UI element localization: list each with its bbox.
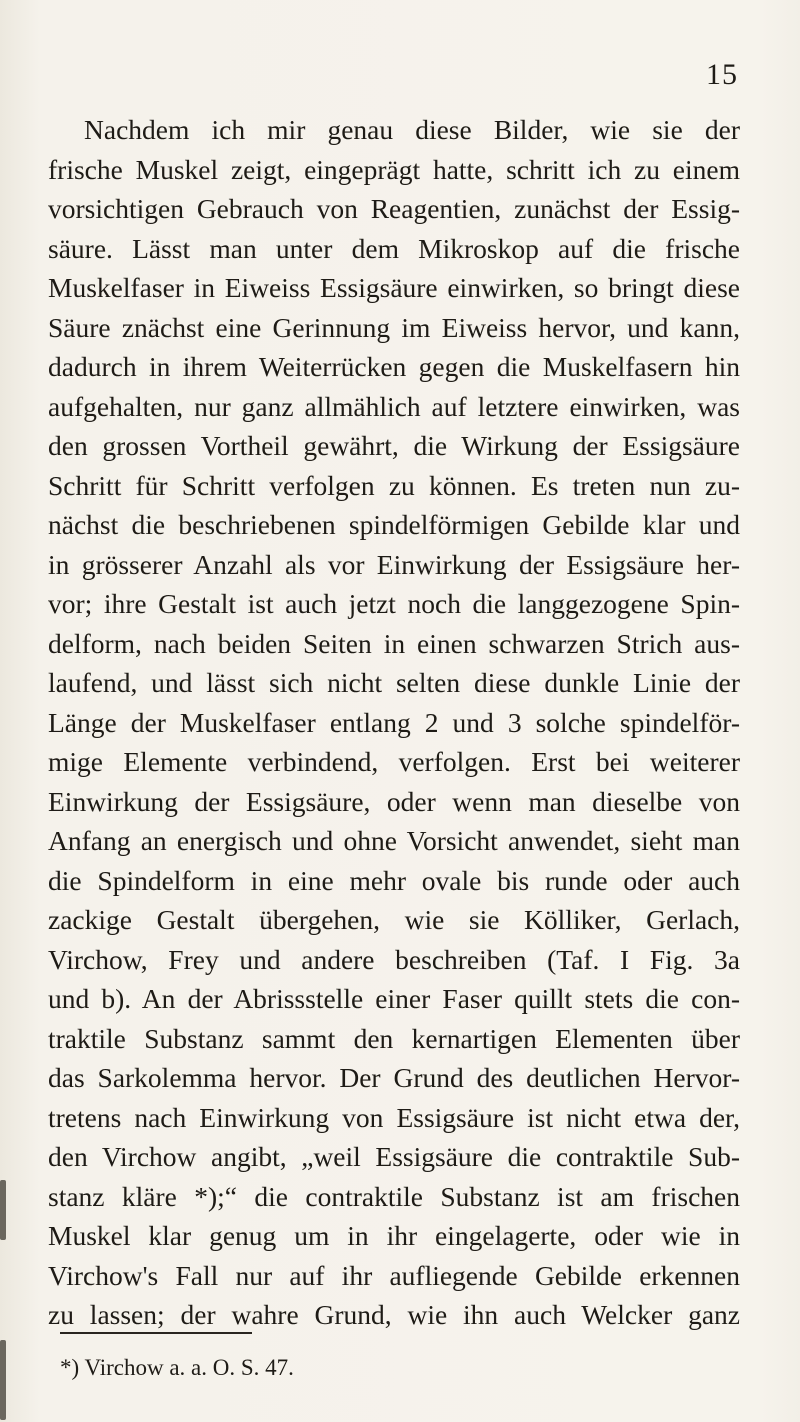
- text-line: frische Muskel zeigt, eingeprägt hatte, schritt ich zu einem: [48, 153, 740, 185]
- text-line: den grossen Vortheil gewährt, die Wirkung der Essigsäure: [48, 430, 740, 461]
- text-line: und b). An der Abrissstelle einer Faser quillt stets die con-: [48, 983, 740, 1014]
- text-line: Anfang an energisch und ohne Vorsicht anwendet, sieht man: [48, 825, 740, 856]
- text-line: stanz kläre *);“ die contraktile Substanz ist am frischen: [48, 1180, 740, 1212]
- text-line: Nachdem ich mir genau diese Bilder, wie sie der: [84, 114, 740, 145]
- text-line: traktile Substanz sammt den kernartigen Elementen über: [48, 1022, 740, 1054]
- text-line: tretens nach Einwirkung von Essigsäure ist nicht etwa der,: [48, 1101, 740, 1133]
- text-line: zackige Gestalt übergehen, wie sie Kölliker, Gerlach,: [48, 904, 740, 935]
- binding-edge-mark: [0, 1180, 6, 1240]
- text-line: den Virchow angibt, „weil Essigsäure die contraktile Sub-: [48, 1141, 740, 1172]
- page-number: 15: [706, 58, 738, 91]
- text-line: nächst die beschriebenen spindelförmigen Gebilde klar und: [48, 509, 740, 540]
- text-line: zu lassen; der wahre Grund, wie ihn auch Welcker ganz: [48, 1299, 740, 1330]
- text-line: Schritt für Schritt verfolgen zu können. Es treten nun zu-: [48, 469, 740, 501]
- text-line: mige Elemente verbindend, verfolgen. Erst bei weiterer: [48, 746, 740, 777]
- text-line: Muskelfaser in Eiweiss Essigsäure einwirken, so bringt diese: [48, 272, 740, 303]
- text-line: laufend, und lässt sich nicht selten diese dunkle Linie der: [48, 667, 740, 698]
- text-line: die Spindelform in eine mehr ovale bis runde oder auch: [48, 864, 740, 896]
- text-line: Virchow's Fall nur auf ihr aufliegende Gebilde erkennen: [48, 1259, 740, 1291]
- text-line: vorsichtigen Gebrauch von Reagentien, zunächst der Essig-: [48, 193, 740, 224]
- text-line: Virchow, Frey und andere beschreiben (Taf. I Fig. 3a: [48, 943, 740, 975]
- binding-edge-mark: [0, 1340, 6, 1420]
- text-line: Länge der Muskelfaser entlang 2 und 3 solche spindelför-: [48, 706, 740, 738]
- body-text: [48, 110, 740, 1335]
- text-line: dadurch in ihrem Weiterrücken gegen die Muskelfasern hin: [48, 351, 740, 382]
- text-line: Muskel klar genug um in ihr eingelagerte, oder wie in: [48, 1220, 740, 1251]
- text-line: das Sarkolemma hervor. Der Grund des deutlichen Hervor-: [48, 1062, 740, 1093]
- text-line: delform, nach beiden Seiten in einen schwarzen Strich aus-: [48, 627, 740, 659]
- text-line: säure. Lässt man unter dem Mikroskop auf die frische: [48, 232, 740, 264]
- text-line: aufgehalten, nur ganz allmählich auf letztere einwirken, was: [48, 390, 740, 422]
- footnote-rule: [60, 1332, 252, 1334]
- text-line: Einwirkung der Essigsäure, oder wenn man dieselbe von: [48, 785, 740, 817]
- text-line: vor; ihre Gestalt ist auch jetzt noch die langgezogene Spin-: [48, 588, 740, 619]
- text-line: in grösserer Anzahl als vor Einwirkung der Essigsäure her-: [48, 548, 740, 580]
- text-line: Säure znächst eine Gerinnung im Eiweiss hervor, und kann,: [48, 311, 740, 343]
- footnote: *) Virchow a. a. O. S. 47.: [60, 1355, 294, 1380]
